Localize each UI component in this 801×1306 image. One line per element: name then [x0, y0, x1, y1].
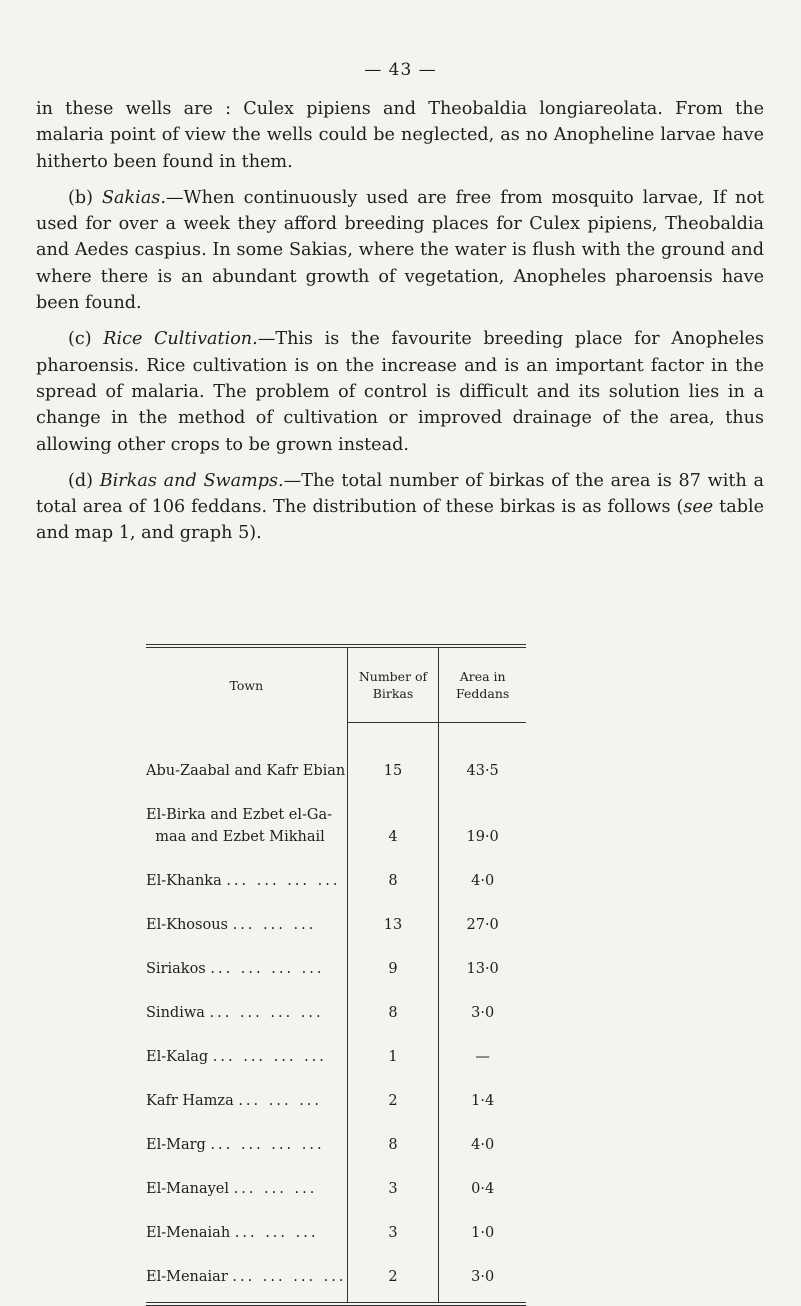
- see-word: see: [683, 497, 714, 518]
- section-title: Rice Cultivation.: [103, 329, 258, 350]
- birkas-table: [146, 644, 526, 1306]
- birkas-count: 8: [347, 848, 439, 892]
- table-row: [146, 892, 526, 936]
- paragraph-sakias: [36, 185, 764, 316]
- paragraph-body: —When continuously used are free from mosquito larvae, If not used for over a week they afford breeding places for Culex pipiens, Theobaldia and Aedes caspius. In some Sakias, where the water is flush with the ground and where there is an abundant growth of vegetation, Anopheles pharoensis have been found.: [36, 187, 764, 314]
- town-name: Sindiwa ... ... ... ...: [146, 1005, 324, 1021]
- birkas-count: 8: [347, 980, 439, 1024]
- area-value: 0·4: [439, 1156, 526, 1200]
- table-row: [146, 1244, 526, 1288]
- table-row: [146, 1068, 526, 1112]
- area-value: 1·0: [439, 1200, 526, 1244]
- town-name: El-Birka and Ezbet el-Ga- maa and Ezbet Mikhail: [146, 807, 333, 845]
- birkas-count: 15: [347, 724, 439, 782]
- section-title: Sakias.: [101, 187, 166, 208]
- area-value: 13·0: [439, 936, 526, 980]
- paragraph-birkas: [36, 468, 764, 547]
- table-row: [146, 848, 526, 892]
- town-name: Siriakos ... ... ... ...: [146, 961, 325, 977]
- birkas-count: 2: [347, 1068, 439, 1112]
- table-bottom-rule: [146, 1302, 526, 1306]
- town-name: Abu-Zaabal and Kafr Ebian: [146, 763, 346, 779]
- table-row: [146, 1156, 526, 1200]
- area-value: 4·0: [439, 1112, 526, 1156]
- table-row: [146, 1112, 526, 1156]
- table-row: [146, 1024, 526, 1068]
- table-row: [146, 724, 526, 782]
- area-value: 43·5: [439, 724, 526, 782]
- area-value: 3·0: [439, 980, 526, 1024]
- birkas-count: 3: [347, 1156, 439, 1200]
- birkas-count: 8: [347, 1112, 439, 1156]
- table-row: [146, 1200, 526, 1244]
- header-area: Area in Feddans: [439, 648, 526, 723]
- paragraph-rice: [36, 326, 764, 457]
- birkas-count: 3: [347, 1200, 439, 1244]
- paragraph-body: —This is the favourite breeding place for Anopheles pharoensis. Rice cultivation is on the increase and is an important factor in the spread of malaria. The problem of control is difficult and its solution lies in a change in the method of cultivation or improved drainage of the area, thus allowing other crops to be grown instead.: [36, 329, 765, 455]
- paragraph-body: —The total number of birkas of the area is 87 with a total area of 106 feddans. The distribution of these birkas is as follows (: [36, 470, 764, 518]
- birkas-count: 4: [347, 782, 439, 848]
- page-number: — 43 —: [364, 60, 437, 80]
- town-name: El-Menaiar ... ... ... ...: [146, 1269, 347, 1285]
- town-name: El-Khosous ... ... ...: [146, 917, 317, 933]
- table-row: [146, 936, 526, 980]
- table-row: [146, 782, 526, 848]
- area-value: 3·0: [439, 1244, 526, 1288]
- area-value: 4·0: [439, 848, 526, 892]
- area-value: —: [439, 1024, 526, 1068]
- item-label: (d): [68, 470, 93, 491]
- header-town: Town: [229, 677, 264, 693]
- town-name: El-Kalag ... ... ... ...: [146, 1049, 327, 1065]
- item-label: (c): [68, 329, 92, 350]
- section-title: Birkas and Swamps.: [99, 470, 284, 491]
- area-value: 19·0: [439, 782, 526, 848]
- body-text: [36, 96, 764, 557]
- header-birkas: Number of Birkas: [347, 648, 439, 723]
- paragraph-body-end: table and map 1, and graph 5).: [36, 497, 764, 544]
- town-name: El-Marg ... ... ... ...: [146, 1137, 325, 1153]
- table-row: [146, 980, 526, 1024]
- birkas-count: 13: [347, 892, 439, 936]
- area-value: 27·0: [439, 892, 526, 936]
- birkas-count: 1: [347, 1024, 439, 1068]
- item-label: (b): [68, 187, 93, 208]
- town-name: El-Khanka ... ... ... ...: [146, 873, 341, 889]
- birkas-count: 9: [347, 936, 439, 980]
- town-name: Kafr Hamza ... ... ...: [146, 1093, 323, 1109]
- town-name: El-Menaiah ... ... ...: [146, 1225, 319, 1241]
- paragraph-wells: in these wells are : Culex pipiens and Theobaldia longiareolata. From the malaria point of view the wells could be neglected, as no Anopheline larvae have hitherto been found in them.: [36, 99, 764, 172]
- area-value: 1·4: [439, 1068, 526, 1112]
- birkas-count: 2: [347, 1244, 439, 1288]
- town-name: El-Manayel ... ... ...: [146, 1181, 318, 1197]
